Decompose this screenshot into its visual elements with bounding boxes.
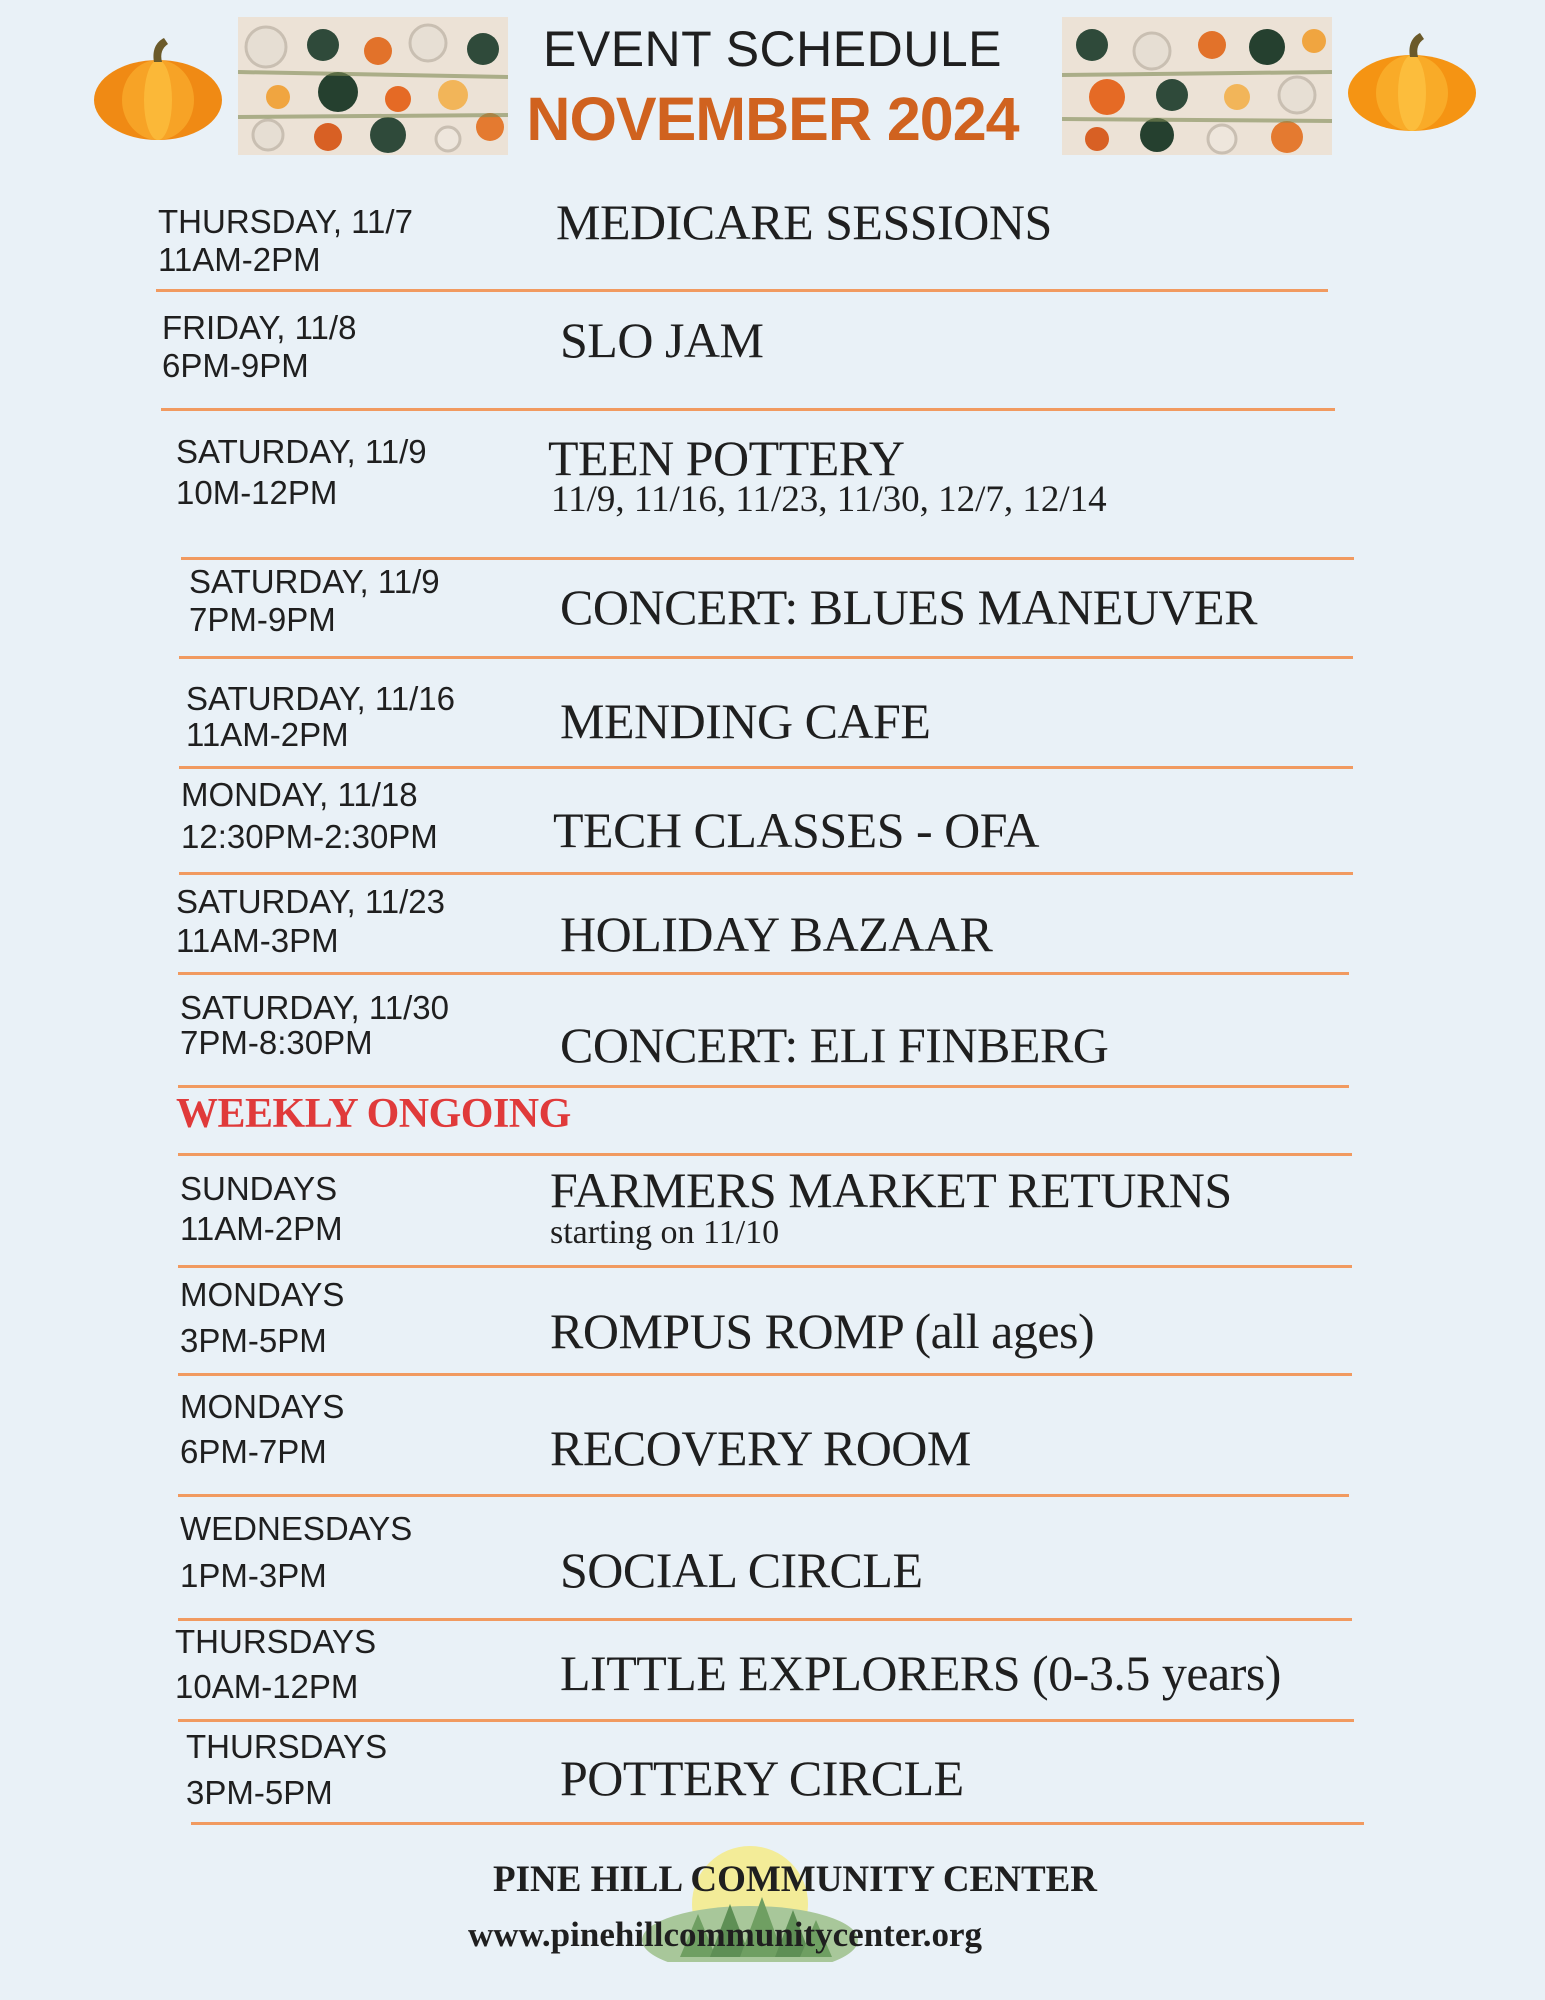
event-name: CONCERT: BLUES MANEUVER (560, 579, 1257, 635)
divider (178, 1085, 1349, 1088)
weekly-event-name: ROMPUS ROMP (all ages) (550, 1303, 1095, 1359)
page-title: EVENT SCHEDULE (543, 21, 1002, 77)
event-name: MEDICARE SESSIONS (556, 194, 1052, 250)
table-setting-photo (238, 17, 508, 155)
event-day: MONDAY, 11/18 (181, 776, 418, 813)
event-day: SATURDAY, 11/9 (176, 433, 427, 470)
weekly-day: MONDAYS (180, 1388, 345, 1425)
weekly-time: 11AM-2PM (180, 1210, 343, 1247)
weekly-day: THURSDAYS (186, 1728, 388, 1765)
event-time: 10M-12PM (176, 474, 338, 511)
weekly-time: 1PM-3PM (180, 1557, 327, 1594)
divider (178, 1153, 1352, 1156)
weekly-day: SUNDAYS (180, 1170, 338, 1207)
event-dates-note: 11/9, 11/16, 11/23, 11/30, 12/7, 12/14 (551, 479, 1107, 520)
divider (191, 1822, 1364, 1825)
event-time: 6PM-9PM (162, 347, 309, 384)
divider (179, 766, 1353, 769)
divider (178, 1265, 1352, 1268)
organization-name: PINE HILL COMMUNITY CENTER (492, 1859, 1098, 1900)
weekly-time: 10AM-12PM (175, 1668, 359, 1705)
event-name: TECH CLASSES - OFA (553, 802, 1039, 858)
event-time: 7PM-8:30PM (180, 1024, 373, 1061)
weekly-event-name: SOCIAL CIRCLE (560, 1542, 923, 1598)
weekly-time: 3PM-5PM (180, 1322, 327, 1359)
divider (181, 557, 1354, 560)
weekly-time: 3PM-5PM (186, 1774, 333, 1811)
divider (156, 289, 1328, 292)
website-link[interactable]: www.pinehillcommunitycenter.org (468, 1915, 982, 1954)
weekly-event-note: starting on 11/10 (550, 1214, 780, 1251)
divider (179, 872, 1353, 875)
event-name: MENDING CAFE (560, 693, 931, 749)
event-day: THURSDAY, 11/7 (158, 203, 413, 240)
weekly-event-name: LITTLE EXPLORERS (0-3.5 years) (560, 1645, 1281, 1701)
event-day: SATURDAY, 11/16 (186, 680, 456, 717)
event-day: SATURDAY, 11/23 (176, 883, 446, 920)
event-time: 11AM-2PM (158, 241, 321, 278)
divider (178, 1719, 1354, 1722)
event-time: 7PM-9PM (189, 601, 336, 638)
divider (179, 656, 1353, 659)
page-subtitle-month: NOVEMBER 2024 (526, 85, 1019, 153)
divider (178, 1494, 1349, 1497)
weekly-event-name: RECOVERY ROOM (550, 1420, 971, 1476)
event-time: 12:30PM-2:30PM (181, 818, 438, 855)
divider (178, 1373, 1352, 1376)
weekly-day: MONDAYS (180, 1276, 345, 1313)
weekly-event-name: FARMERS MARKET RETURNS (550, 1162, 1232, 1218)
weekly-day: WEDNESDAYS (180, 1510, 413, 1547)
pumpkin-icon (1342, 25, 1482, 135)
event-day: FRIDAY, 11/8 (162, 309, 357, 346)
table-setting-photo (1062, 17, 1332, 155)
event-time: 11AM-3PM (176, 922, 339, 959)
divider (178, 1618, 1352, 1621)
weekly-event-name: POTTERY CIRCLE (560, 1750, 964, 1806)
event-day: SATURDAY, 11/30 (180, 989, 450, 1026)
weekly-day: THURSDAYS (175, 1623, 377, 1660)
event-name: SLO JAM (560, 312, 764, 368)
event-time: 11AM-2PM (186, 716, 349, 753)
weekly-time: 6PM-7PM (180, 1433, 327, 1470)
pumpkin-icon (90, 32, 226, 142)
divider (178, 972, 1349, 975)
event-name: TEEN POTTERY (548, 430, 905, 486)
event-name: CONCERT: ELI FINBERG (560, 1017, 1109, 1073)
weekly-ongoing-heading: WEEKLY ONGOING (176, 1091, 571, 1137)
divider (161, 408, 1335, 411)
event-day: SATURDAY, 11/9 (189, 563, 440, 600)
event-name: HOLIDAY BAZAAR (560, 906, 993, 962)
